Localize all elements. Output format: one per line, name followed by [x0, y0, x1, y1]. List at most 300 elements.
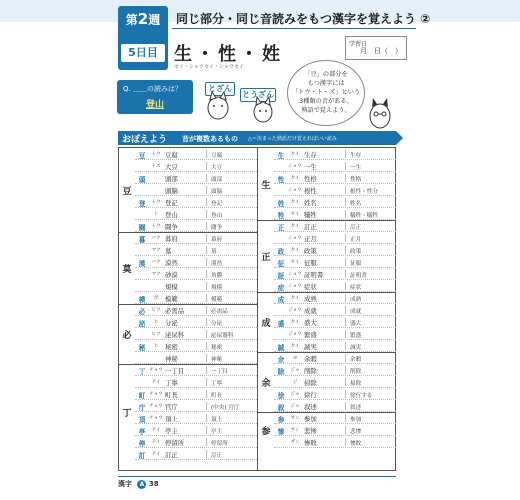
- row-separator: [206, 366, 207, 374]
- row-word: 闘争: [165, 223, 178, 231]
- row-separator: [345, 270, 346, 278]
- row-separator: [345, 282, 346, 290]
- row-separator: [206, 222, 207, 230]
- row-answer: 規模: [211, 285, 223, 291]
- table-row: [274, 160, 396, 172]
- kanji-group: [119, 304, 257, 364]
- row-separator: [345, 258, 346, 266]
- group-radical: 丁: [122, 409, 132, 419]
- row-separator: [345, 378, 346, 386]
- kanji-group: [258, 352, 396, 412]
- row-reading: チョウ: [149, 392, 163, 397]
- row-answer: 頭脳: [211, 189, 223, 195]
- row-word: 模範: [165, 295, 178, 303]
- title-rule: [172, 28, 416, 29]
- kanji-readings: セイ・ショウセイ・ショウセイ: [174, 64, 244, 70]
- table-row: [135, 268, 257, 280]
- row-kanji: 惨: [277, 428, 285, 436]
- row-reading: セイ: [290, 248, 300, 253]
- row-answer: 豆腐: [211, 153, 223, 159]
- row-kanji: 豆: [138, 152, 146, 160]
- table-row: [135, 388, 257, 400]
- row-separator: [206, 246, 207, 254]
- row-reading: サン: [290, 416, 300, 421]
- row-reading: トウ: [151, 200, 161, 205]
- row-reading: ヒ: [153, 320, 159, 325]
- row-kanji: 正: [277, 224, 285, 232]
- row-answer: 盛大: [350, 321, 362, 327]
- row-separator: [206, 150, 207, 158]
- row-reading: ジ: [292, 380, 298, 385]
- row-separator: [345, 186, 346, 194]
- row-answer: 姓名: [350, 201, 362, 207]
- group-radical: 正: [261, 253, 271, 263]
- row-separator: [345, 306, 346, 314]
- row-kanji: 泌: [138, 320, 146, 328]
- row-word: 姓名: [304, 199, 317, 207]
- table-row: [274, 220, 396, 232]
- row-separator: [206, 342, 207, 350]
- row-word: 停留所: [165, 439, 185, 447]
- table-row: [274, 352, 396, 364]
- row-kanji: 生: [277, 152, 285, 160]
- table-row: [274, 256, 396, 268]
- row-word: 豆腐: [165, 151, 178, 159]
- row-answer: 犠牲・犠牲: [350, 213, 378, 219]
- row-answer: 角膜: [211, 273, 223, 279]
- row-word: 秘密: [165, 343, 178, 351]
- row-separator: [345, 390, 346, 398]
- cat-illustration-icon: [201, 84, 235, 122]
- row-answer: (中央) 官庁: [211, 405, 240, 411]
- table-row: [135, 400, 257, 412]
- table-row: [135, 436, 257, 448]
- row-reading: ショウ: [288, 164, 302, 169]
- row-reading: チョウ: [149, 404, 163, 409]
- row-reading: セイ: [290, 296, 300, 301]
- row-kanji: 誠: [277, 344, 285, 352]
- row-answer: 漠然: [211, 261, 223, 267]
- table-row: [135, 376, 257, 388]
- row-reading: チョウ: [149, 368, 163, 373]
- table-row: [135, 448, 257, 460]
- row-reading: テイ: [151, 428, 161, 433]
- row-word: 墓: [165, 247, 172, 255]
- row-kanji: 停: [138, 440, 146, 448]
- row-word: 登記: [165, 199, 178, 207]
- row-word: 丁寧: [165, 379, 178, 387]
- row-reading: セイ: [290, 320, 300, 325]
- row-word: 漠然: [165, 259, 178, 267]
- table-row: [274, 280, 396, 292]
- row-answer: 必需品: [211, 309, 228, 315]
- row-reading: バク: [151, 236, 161, 241]
- row-reading: ジョウ: [288, 332, 302, 337]
- row-answer: 徐行する: [350, 393, 373, 399]
- row-kanji: 徐: [277, 392, 285, 400]
- footer-rule: [118, 476, 396, 477]
- row-separator: [345, 294, 346, 302]
- sign-tozan: とざん: [205, 82, 235, 96]
- group-radical: 豆: [122, 187, 132, 197]
- row-word: 成熟: [304, 295, 317, 303]
- row-separator: [345, 354, 346, 362]
- row-answer: 闘争: [211, 225, 223, 231]
- table-row: [274, 184, 396, 196]
- table-row: [274, 148, 396, 160]
- row-answer: 成就: [350, 309, 362, 315]
- row-reading: ト: [153, 212, 159, 217]
- cat-teacher-icon: [364, 90, 396, 130]
- row-word: 一生: [304, 163, 317, 171]
- row-kanji: 成: [277, 296, 285, 304]
- row-answer: 頂上: [211, 417, 223, 423]
- row-word: 掃除: [304, 379, 317, 387]
- section-subtitle: 音が複数あるもの: [182, 135, 238, 143]
- main-kanji: 生・性・姓: [174, 44, 284, 65]
- table-row: [274, 268, 396, 280]
- row-reading: チョウ: [149, 416, 163, 421]
- row-word: 町長: [165, 391, 178, 399]
- row-reading: ショウ: [288, 284, 302, 289]
- row-answer: 正月: [350, 237, 362, 243]
- row-word: 神秘: [165, 355, 178, 363]
- row-word: 官庁: [165, 403, 178, 411]
- row-kanji: 姓: [277, 200, 285, 208]
- row-answer: 掃除: [350, 381, 362, 387]
- row-answer: 征服: [350, 261, 362, 267]
- row-separator: [206, 354, 207, 362]
- row-word: 性格: [304, 175, 317, 183]
- row-separator: [345, 150, 346, 158]
- study-date-box[interactable]: [345, 36, 407, 60]
- table-row: [274, 328, 396, 340]
- table-row: [274, 304, 396, 316]
- row-answer: 登記: [211, 201, 223, 207]
- row-answer: 性格: [350, 177, 362, 183]
- row-separator: [206, 378, 207, 386]
- group-radical: 成: [261, 319, 271, 329]
- row-word: 参加: [304, 415, 317, 423]
- row-answer: 政策: [350, 249, 362, 255]
- row-word: 頭部: [165, 175, 178, 183]
- row-separator: [206, 438, 207, 446]
- table-row: [135, 280, 257, 292]
- row-reading: トウ: [151, 224, 161, 229]
- row-word: 必需品: [165, 307, 185, 315]
- row-answer: 訂正: [211, 453, 223, 459]
- row-separator: [206, 174, 207, 182]
- week-tab: [118, 6, 168, 70]
- row-word: 正月: [304, 235, 317, 243]
- row-kanji: 必: [138, 308, 146, 316]
- row-separator: [345, 246, 346, 254]
- row-reading: マク: [151, 248, 161, 253]
- table-row: [135, 256, 257, 268]
- row-word: 訂正: [165, 451, 178, 459]
- table-row: [135, 352, 257, 364]
- quiz-question: Q. ＿＿の読みは？: [123, 85, 182, 93]
- row-separator: [206, 162, 207, 170]
- row-separator: [345, 174, 346, 182]
- row-word: 盛大: [304, 319, 317, 327]
- row-kanji: 征: [277, 260, 285, 268]
- table-row: [274, 424, 396, 436]
- row-answer: 幕府: [211, 237, 223, 243]
- table-row: [135, 208, 257, 220]
- row-separator: [206, 390, 207, 398]
- row-word: 叙述: [304, 403, 317, 411]
- row-reading: ジョウ: [288, 308, 302, 313]
- row-answer: 神秘: [211, 357, 223, 363]
- table-row: [274, 244, 396, 256]
- row-reading: セイ: [290, 260, 300, 265]
- row-answer: 生存: [350, 153, 362, 159]
- row-reading: トズ: [151, 164, 161, 169]
- row-word: 証明書: [304, 271, 324, 279]
- row-answer: 大豆: [211, 165, 223, 171]
- row-separator: [345, 318, 346, 326]
- quiz-answer: 登山: [145, 100, 164, 110]
- row-reading: マク: [151, 272, 161, 277]
- row-kanji: 余: [277, 356, 285, 364]
- row-kanji: 町: [138, 392, 146, 400]
- page-footer: [118, 479, 159, 489]
- row-reading: セイ: [290, 344, 300, 349]
- table-row: [135, 364, 257, 376]
- row-answer: 余暇: [350, 357, 362, 363]
- row-separator: [206, 426, 207, 434]
- row-separator: [206, 402, 207, 410]
- row-reading: テイ: [151, 440, 161, 445]
- row-word: 亭主: [165, 427, 178, 435]
- group-radical: 莫: [122, 265, 132, 275]
- row-reading: ヨ: [292, 356, 298, 361]
- row-reading: ヒ: [153, 344, 159, 349]
- row-word: 規模: [165, 283, 178, 291]
- row-word: 徐行: [304, 391, 317, 399]
- row-separator: [345, 426, 346, 434]
- kanji-group: [119, 364, 257, 460]
- row-answer: 模範: [211, 297, 223, 303]
- group-radical: 必: [122, 331, 132, 341]
- row-answer: 繁盛: [350, 333, 362, 339]
- row-answer: 症状: [350, 285, 362, 291]
- row-reading: テイ: [151, 380, 161, 385]
- row-separator: [206, 198, 207, 206]
- row-kanji: 漠: [138, 260, 146, 268]
- table-row: [135, 424, 257, 436]
- row-separator: [206, 282, 207, 290]
- row-answer: 一丁目: [211, 369, 228, 375]
- page-number: 38: [148, 480, 159, 488]
- row-separator: [345, 222, 346, 230]
- row-kanji: 庁: [138, 404, 146, 412]
- row-separator: [206, 450, 207, 458]
- row-word: 削除: [304, 367, 317, 375]
- row-answer: 悲惨: [350, 429, 362, 435]
- row-word: 悲惨: [304, 427, 317, 435]
- table-row: [135, 292, 257, 304]
- row-answer: 誠実: [350, 345, 362, 351]
- row-answer: 停留所: [211, 441, 228, 447]
- table-row: [135, 412, 257, 424]
- row-answer: 惨敗: [350, 441, 362, 447]
- row-kanji: 登: [138, 200, 146, 208]
- table-right-column: [258, 148, 396, 470]
- row-reading: ショウ: [288, 236, 302, 241]
- row-separator: [345, 438, 346, 446]
- row-reading: バク: [151, 260, 161, 265]
- page-marker: A: [137, 480, 146, 489]
- row-kanji: 叙: [277, 404, 285, 412]
- row-reading: ジョ: [290, 368, 300, 373]
- row-kanji: 牲: [277, 212, 285, 220]
- row-word: 頭脳: [165, 187, 178, 195]
- row-word: 訂正: [304, 223, 317, 231]
- kanji-group: [258, 292, 396, 352]
- row-word: 泌尿科: [165, 331, 185, 339]
- row-kanji: 闘: [138, 224, 146, 232]
- row-kanji: 秘: [138, 344, 146, 352]
- day-label: 5日目: [121, 44, 165, 62]
- table-row: [274, 412, 396, 424]
- row-separator: [345, 198, 346, 206]
- row-reading: トウ: [151, 152, 161, 157]
- row-separator: [206, 210, 207, 218]
- row-reading: ショウ: [288, 272, 302, 277]
- row-answer: 亭主: [211, 429, 223, 435]
- row-separator: [206, 234, 207, 242]
- row-answer: 叙述: [350, 405, 362, 411]
- row-answer: 墓: [211, 249, 217, 255]
- table-row: [274, 436, 396, 448]
- table-row: [274, 340, 396, 352]
- row-answer: 成熟: [350, 297, 362, 303]
- group-radical: 余: [261, 379, 271, 389]
- row-word: 症状: [304, 283, 317, 291]
- date-label: 学習日: [349, 41, 368, 48]
- table-row: [135, 184, 257, 196]
- row-separator: [206, 294, 207, 302]
- table-row: [135, 220, 257, 232]
- row-reading: セイ: [290, 224, 300, 229]
- row-word: 暮府: [165, 235, 178, 243]
- row-separator: [206, 414, 207, 422]
- kanji-group: [258, 220, 396, 292]
- row-reading: ヒツ: [151, 332, 161, 337]
- row-kanji: 頭: [138, 176, 146, 184]
- row-answer: 頭部: [211, 177, 223, 183]
- table-row: [135, 304, 257, 316]
- group-radical: 生: [261, 181, 271, 191]
- row-answer: 訂正: [350, 225, 362, 231]
- row-separator: [206, 186, 207, 194]
- table-row: [135, 232, 257, 244]
- row-separator: [345, 162, 346, 170]
- row-separator: [345, 366, 346, 374]
- row-kanji: 亭: [138, 428, 146, 436]
- row-word: 一丁目: [165, 367, 185, 375]
- row-word: 繁盛: [304, 331, 317, 339]
- row-reading: セイ: [290, 176, 300, 181]
- row-separator: [206, 270, 207, 278]
- row-kanji: 盛: [277, 320, 285, 328]
- table-row: [135, 148, 257, 160]
- row-word: 頂上: [165, 415, 178, 423]
- group-radical: 参: [261, 427, 271, 437]
- row-word: 犠牲: [304, 211, 317, 219]
- row-kanji: 症: [277, 284, 285, 292]
- table-row: [274, 376, 396, 388]
- row-kanji: 除: [277, 368, 285, 376]
- row-word: 誠実: [304, 343, 317, 351]
- section-title: おぼえよう: [122, 135, 168, 145]
- quiz-box: [117, 80, 193, 114]
- row-kanji: 模: [138, 296, 146, 304]
- speech-bubble: 「豆」の部分を もつ漢字には 「トウ・ト・ズ」という 3種類の音がある。 熟語で覚えよう。: [287, 60, 365, 126]
- kanji-group: [119, 232, 257, 304]
- row-kanji: 訂: [138, 452, 146, 460]
- row-reading: テイ: [151, 452, 161, 457]
- row-word: 分泌: [165, 319, 178, 327]
- row-reading: ザン: [290, 440, 300, 445]
- row-answer: 登山: [211, 213, 223, 219]
- date-fields: 月 日（ ）: [360, 47, 402, 55]
- row-reading: ジョ: [290, 404, 300, 409]
- row-answer: 根性・性分: [350, 189, 378, 195]
- row-answer: 一生: [350, 165, 362, 171]
- row-reading: ショウ: [288, 188, 302, 193]
- row-answer: 秘密: [211, 345, 223, 351]
- row-kanji: 頂: [138, 416, 146, 424]
- footer-subject: 漢字: [118, 480, 132, 488]
- sign-touzan: とうざん: [240, 88, 276, 102]
- table-row: [135, 340, 257, 352]
- row-reading: ジョ: [290, 392, 300, 397]
- row-separator: [345, 402, 346, 410]
- row-answer: 削除: [350, 369, 362, 375]
- table-row: [274, 400, 396, 412]
- table-row: [274, 208, 396, 220]
- kanji-group: [258, 412, 396, 448]
- table-left-column: [119, 148, 257, 470]
- row-kanji: 暮: [138, 236, 146, 244]
- row-word: 征服: [304, 259, 317, 267]
- table-row: [274, 316, 396, 328]
- row-reading: ヒツ: [151, 308, 161, 313]
- row-answer: 証明書: [350, 273, 367, 279]
- page-title: 同じ部分・同じ音読みをもつ漢字を覚えよう ②: [176, 12, 431, 26]
- row-reading: サン: [290, 428, 300, 433]
- week-label: 第2週: [125, 10, 161, 28]
- cat-illustration-icon: [248, 94, 278, 124]
- row-word: 成就: [304, 307, 317, 315]
- row-kanji: 参: [277, 416, 285, 424]
- row-separator: [206, 306, 207, 314]
- table-row: [135, 160, 257, 172]
- row-separator: [206, 258, 207, 266]
- section-arrow-icon: [396, 131, 403, 145]
- row-answer: 分泌: [211, 321, 223, 327]
- table-row: [274, 364, 396, 376]
- row-answer: 丁寧: [211, 381, 223, 387]
- table-row: [274, 232, 396, 244]
- table-row: [135, 172, 257, 184]
- row-kanji: 丁: [138, 368, 146, 376]
- section-header: [118, 131, 396, 145]
- row-word: 砂漠: [165, 271, 178, 279]
